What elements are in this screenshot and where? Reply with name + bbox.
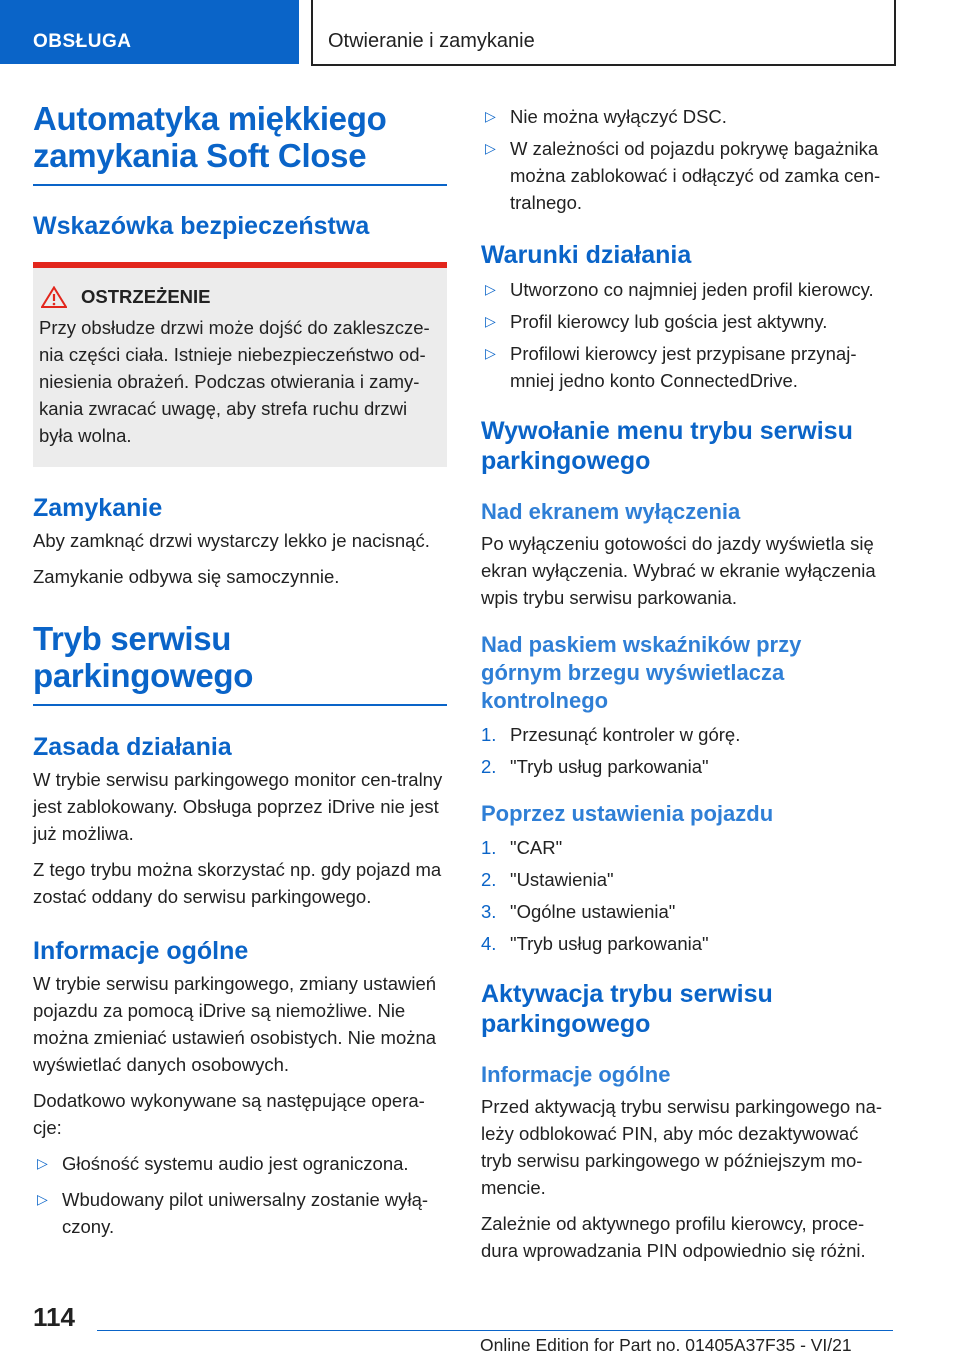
valet-title-rule bbox=[33, 704, 447, 706]
warning-triangle-icon bbox=[41, 286, 67, 308]
step-text: Przesunąć kontroler w górę. bbox=[510, 724, 741, 745]
list-item-text: Utworzono co najmniej jeden profil kierowcy. bbox=[510, 279, 874, 300]
list-item-text: Profil kierowcy lub gościa jest aktywny. bbox=[510, 311, 828, 332]
chapter-title: Otwieranie i zamykanie bbox=[328, 30, 535, 52]
title-rule bbox=[33, 184, 447, 186]
bullet-triangle-icon: ▷ bbox=[485, 313, 496, 329]
settings-steps bbox=[481, 834, 893, 957]
bullet-triangle-icon: ▷ bbox=[37, 1155, 48, 1171]
list-item bbox=[481, 340, 893, 394]
general-info-bullets bbox=[33, 1150, 447, 1240]
step-text: "Ustawienia" bbox=[510, 869, 614, 890]
bullet-triangle-icon: ▷ bbox=[485, 281, 496, 297]
section-tab bbox=[0, 0, 299, 64]
warning-text: Przy obsłudze drzwi może dojść do zakleszcze-nia części ciała. Istnieje niebezpieczeństwo od-niesienia obrażeń. Podczas otwierania i zamy-kania zwracać uwagę, aby strefa ruchu drzwi była wolna. bbox=[39, 317, 430, 446]
list-item-text: Nie można wyłączyć DSC. bbox=[510, 106, 727, 127]
top-bullets bbox=[481, 103, 893, 216]
off-screen-heading: Nad ekranem wyłączenia bbox=[481, 499, 741, 524]
principle-paragraph-1: W trybie serwisu parkingowego monitor cen-tralny jest zablokowany. Obsługa poprzez iDrive nie jest już możliwa. bbox=[33, 769, 443, 844]
bullet-triangle-icon: ▷ bbox=[485, 345, 496, 361]
list-item bbox=[481, 308, 893, 335]
warning-title bbox=[41, 286, 437, 308]
activation-heading: Aktywacja trybu serwisu parkingowego bbox=[481, 980, 773, 1038]
step-number: 2. bbox=[481, 869, 497, 890]
edition-note: Online Edition for Part no. 01405A37F35 - VI/21 bbox=[480, 1335, 852, 1355]
footer-rule bbox=[97, 1330, 893, 1331]
conditions-bullets bbox=[481, 276, 893, 394]
warning-box bbox=[33, 262, 447, 467]
off-screen-paragraph: Po wyłączeniu gotowości do jazdy wyświetla się ekran wyłączenia. Wybrać w ekranie wyłączenia wpis trybu serwisu parkowania. bbox=[481, 533, 876, 608]
list-item bbox=[33, 1150, 447, 1177]
general-info-heading: Informacje ogólne bbox=[33, 937, 249, 965]
list-item bbox=[481, 103, 893, 130]
step-item bbox=[481, 866, 893, 893]
list-item-text: W zależności od pojazdu pokrywę bagażnika można zablokować i odłączyć od zamka cen-tralnego. bbox=[510, 138, 881, 213]
activation-subheading: Informacje ogólne bbox=[481, 1062, 671, 1087]
step-number: 1. bbox=[481, 837, 497, 858]
soft-close-title: Automatyka miękkiego zamykania Soft Close bbox=[33, 100, 387, 174]
principle-paragraph-2: Z tego trybu można skorzystać np. gdy pojazd ma zostać oddany do serwisu parkingowego. bbox=[33, 859, 442, 907]
list-item-text: Głośność systemu audio jest ograniczona. bbox=[62, 1153, 409, 1174]
list-item bbox=[481, 276, 893, 303]
right-column bbox=[481, 103, 893, 1264]
list-item bbox=[481, 135, 893, 216]
safety-heading: Wskazówka bezpieczeństwa bbox=[33, 212, 370, 240]
status-bar-steps bbox=[481, 721, 893, 780]
principle-heading: Zasada działania bbox=[33, 733, 232, 761]
activation-paragraph-2: Zależnie od aktywnego profilu kierowcy, proce-dura wprowadzania PIN odpowiednio się różni. bbox=[481, 1213, 866, 1261]
step-item bbox=[481, 721, 893, 748]
closing-paragraph-2: Zamykanie odbywa się samoczynnie. bbox=[33, 566, 340, 587]
list-item-text: Profilowi kierowcy jest przypisane przynaj-mniej jedno konto ConnectedDrive. bbox=[510, 343, 857, 391]
list-item bbox=[33, 1186, 447, 1240]
general-info-paragraph-2: Dodatkowo wykonywane są następujące opera-cje: bbox=[33, 1090, 425, 1138]
activation-paragraph-1: Przed aktywacją trybu serwisu parkingowego na-leży odblokować PIN, aby móc dezaktywować tryb serwisu parkingowego w późniejszym mo-mencie. bbox=[481, 1096, 883, 1198]
step-item bbox=[481, 930, 893, 957]
step-item bbox=[481, 753, 893, 780]
valet-mode-title: Tryb serwisu parkingowego bbox=[33, 620, 254, 694]
menu-heading: Wywołanie menu trybu serwisu parkingowego bbox=[481, 417, 853, 475]
closing-heading: Zamykanie bbox=[33, 494, 163, 522]
step-text: "CAR" bbox=[510, 837, 563, 858]
step-text: "Ogólne ustawienia" bbox=[510, 901, 676, 922]
step-text: "Tryb usług parkowania" bbox=[510, 756, 709, 777]
bullet-triangle-icon: ▷ bbox=[37, 1191, 48, 1207]
closing-paragraph-1: Aby zamknąć drzwi wystarczy lekko je nacisnąć. bbox=[33, 530, 430, 551]
general-info-paragraph-1: W trybie serwisu parkingowego, zmiany ustawień pojazdu za pomocą iDrive są niemożliwe. Nie można zmieniać ustawień osobistych. Nie można wyświetlać danych osobowych. bbox=[33, 973, 437, 1075]
step-item bbox=[481, 834, 893, 861]
chapter-header bbox=[311, 0, 896, 66]
status-bar-heading: Nad paskiem wskaźników przy górnym brzegu wyświetlacza kontrolnego bbox=[481, 632, 802, 713]
step-number: 2. bbox=[481, 756, 497, 777]
list-item-text: Wbudowany pilot uniwersalny zostanie wyłą-czony. bbox=[62, 1189, 429, 1237]
bullet-triangle-icon: ▷ bbox=[485, 140, 496, 156]
step-item bbox=[481, 898, 893, 925]
section-title: OBSŁUGA bbox=[33, 31, 132, 52]
bullet-triangle-icon: ▷ bbox=[485, 108, 496, 124]
step-number: 4. bbox=[481, 933, 497, 954]
warning-label: OSTRZEŻENIE bbox=[81, 286, 211, 307]
step-text: "Tryb usług parkowania" bbox=[510, 933, 709, 954]
conditions-heading: Warunki działania bbox=[481, 241, 692, 269]
step-number: 1. bbox=[481, 724, 497, 745]
page-number: 114 bbox=[33, 1302, 75, 1332]
left-column bbox=[33, 100, 447, 1240]
step-number: 3. bbox=[481, 901, 497, 922]
settings-heading: Poprzez ustawienia pojazdu bbox=[481, 801, 774, 826]
